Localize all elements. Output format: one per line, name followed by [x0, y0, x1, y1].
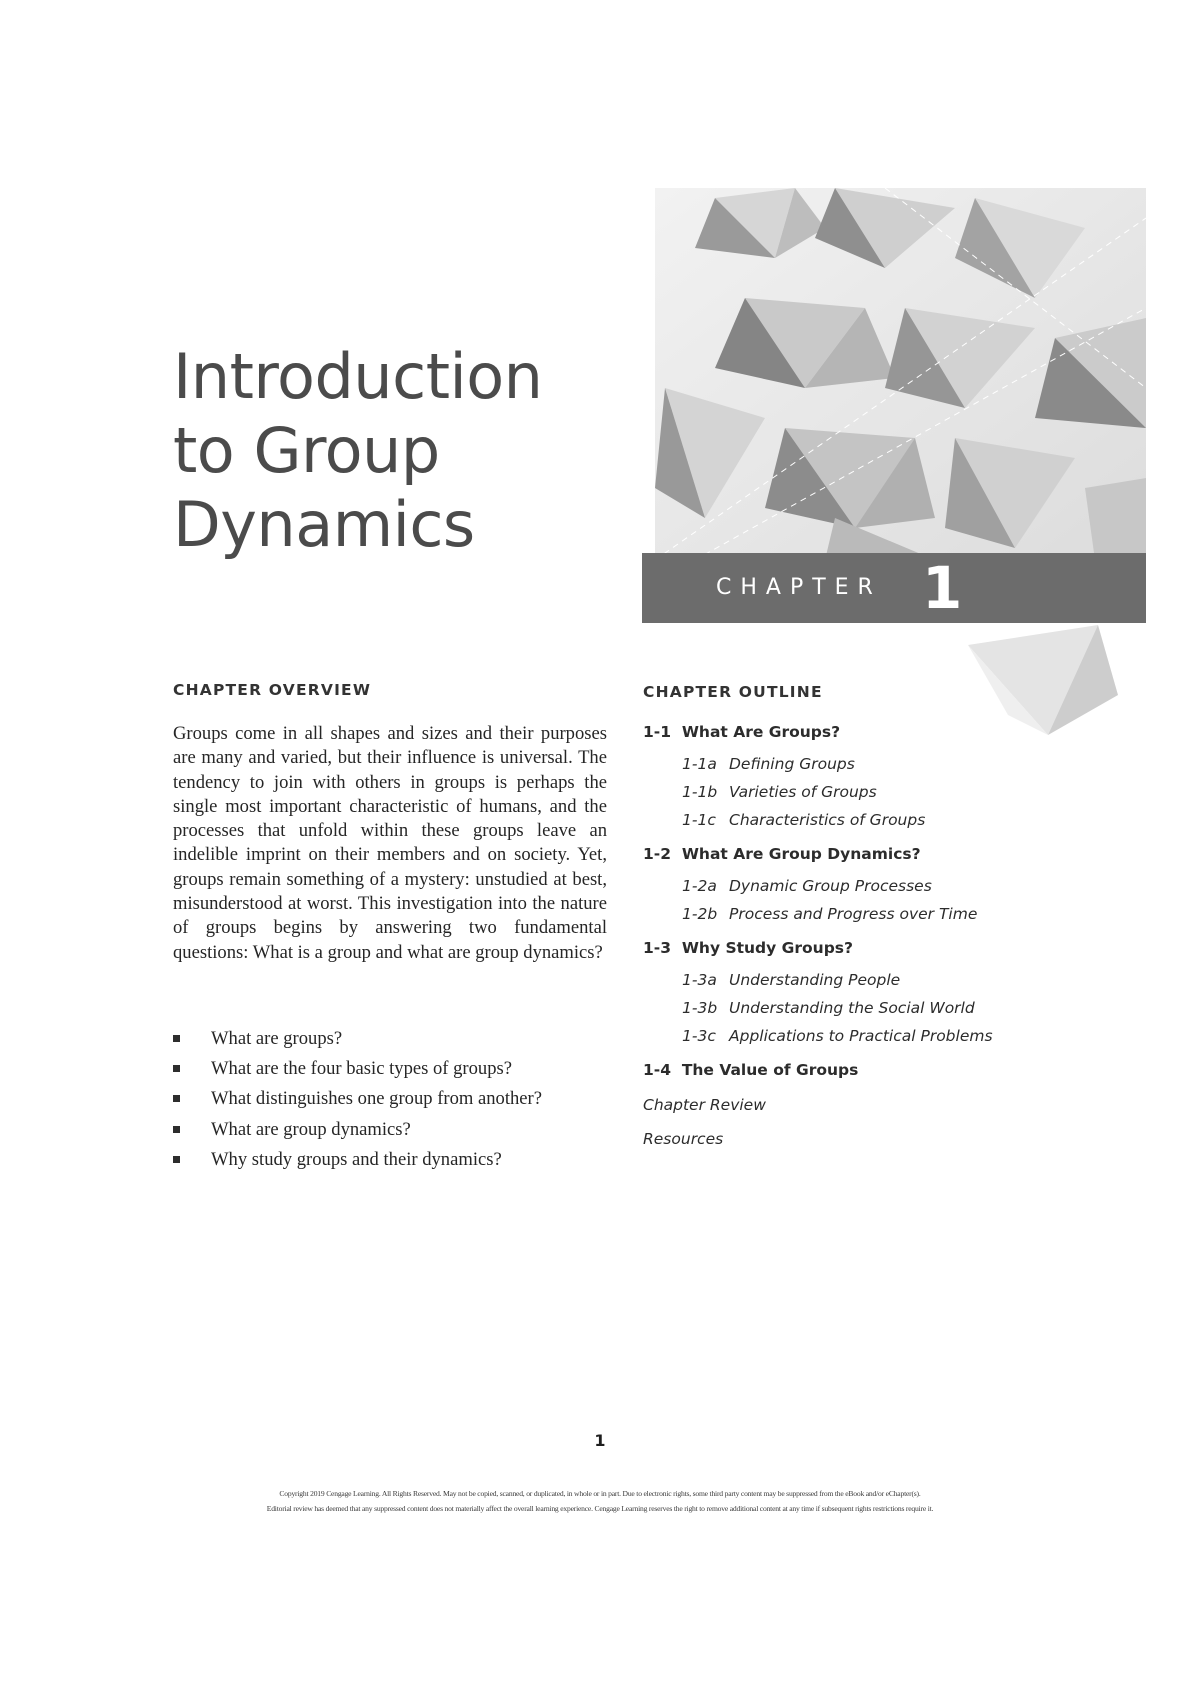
subsection-title: Understanding the Social World [729, 999, 975, 1017]
overview-heading: CHAPTER OVERVIEW [173, 681, 372, 699]
page-number: 1 [594, 1431, 606, 1450]
subsection-number: 1-1b [682, 783, 718, 801]
list-item [173, 1087, 613, 1117]
section-title: What Are Group Dynamics? [681, 845, 921, 863]
title-line: Dynamics [173, 488, 475, 561]
outline-subsection[interactable] [643, 1026, 1083, 1046]
outline-subsection[interactable] [643, 876, 1083, 896]
subsection-number: 1-3b [682, 999, 718, 1017]
copyright-line: Copyright 2019 Cengage Learning. All Rights Reserved. May not be copied, scanned, or duplicated, in whole or in part. Due to electronic rights, some third party content may be suppressed from the eBook and/or eChapter(s). [279, 1489, 921, 1498]
section-number: 1-1 [643, 723, 672, 741]
list-item [173, 1148, 613, 1178]
subsection-title: Varieties of Groups [729, 783, 877, 801]
outline-subsection[interactable] [643, 998, 1083, 1018]
copyright-notice [100, 1486, 1100, 1516]
section-title: The Value of Groups [681, 1061, 859, 1079]
outline-section[interactable] [643, 722, 1083, 742]
outline-heading: CHAPTER OUTLINE [643, 683, 823, 701]
title-line: Introduction [173, 340, 543, 413]
outline-section[interactable] [643, 844, 1083, 864]
question-text: What distinguishes one group from another? [211, 1088, 542, 1110]
subsection-title: Understanding People [729, 971, 901, 989]
square-bullet-icon [173, 1095, 180, 1102]
outline-subsection[interactable] [643, 904, 1083, 924]
list-item [173, 1118, 613, 1148]
chapter-outline [643, 722, 1083, 1149]
outline-section[interactable] [643, 1060, 1083, 1080]
title-line: to Group [173, 414, 440, 487]
outline-section[interactable] [643, 938, 1083, 958]
chapter-label: CHAPTER [716, 575, 882, 600]
section-title: What Are Groups? [681, 723, 841, 741]
subsection-number: 1-2a [682, 877, 717, 895]
section-number: 1-2 [643, 845, 672, 863]
list-item [173, 1027, 613, 1057]
section-title: Why Study Groups? [681, 939, 854, 957]
subsection-number: 1-2b [682, 905, 718, 923]
section-number: 1-3 [643, 939, 672, 957]
outline-subsection[interactable] [643, 810, 1083, 830]
subsection-title: Process and Progress over Time [729, 905, 978, 923]
subsection-number: 1-1a [682, 755, 717, 773]
question-text: What are the four basic types of groups? [211, 1058, 513, 1080]
subsection-number: 1-1c [682, 811, 716, 829]
chapter-title [173, 340, 633, 562]
square-bullet-icon [173, 1156, 180, 1163]
outline-subsection[interactable] [643, 754, 1083, 774]
list-item [173, 1057, 613, 1087]
outline-chapter-review[interactable]: Chapter Review [643, 1096, 766, 1114]
subsection-title: Applications to Practical Problems [729, 1027, 993, 1045]
overview-questions [173, 1027, 613, 1178]
subsection-title: Defining Groups [729, 755, 855, 773]
outline-resources[interactable]: Resources [643, 1130, 724, 1148]
square-bullet-icon [173, 1035, 180, 1042]
question-text: What are group dynamics? [211, 1118, 411, 1140]
subsection-title: Dynamic Group Processes [729, 877, 932, 895]
outline-subsection[interactable] [643, 782, 1083, 802]
overview-paragraph: Groups come in all shapes and sizes and their purposes are many and varied, but their influence is universal. The tendency to join with others in groups is perhaps the single most important characteristic of humans, and the processes that unfold within these groups leave an indelible imprint on their members and on society. Yet, groups remain something of a mystery: unstudied at best, misunderstood at worst. This investigation into the nature of groups begins by answering two fundamental questions: What is a group and what are group dynamics? [173, 723, 607, 963]
subsection-title: Characteristics of Groups [729, 811, 926, 829]
square-bullet-icon [173, 1065, 180, 1072]
chapter-number: 1 [922, 554, 963, 622]
question-text: What are groups? [211, 1028, 343, 1049]
copyright-line: Editorial review has deemed that any suppressed content does not materially affect the overall learning experience. Cengage Learning reserves the right to remove additional content at any time if subsequent rights restrictions require it. [266, 1504, 934, 1513]
outline-subsection[interactable] [643, 970, 1083, 990]
chapter-band [642, 553, 1146, 623]
question-text: Why study groups and their dynamics? [211, 1148, 502, 1170]
subsection-number: 1-3c [682, 1027, 716, 1045]
subsection-number: 1-3a [682, 971, 717, 989]
section-number: 1-4 [643, 1061, 672, 1079]
origami-pyramids-image [655, 188, 1146, 560]
square-bullet-icon [173, 1126, 180, 1133]
